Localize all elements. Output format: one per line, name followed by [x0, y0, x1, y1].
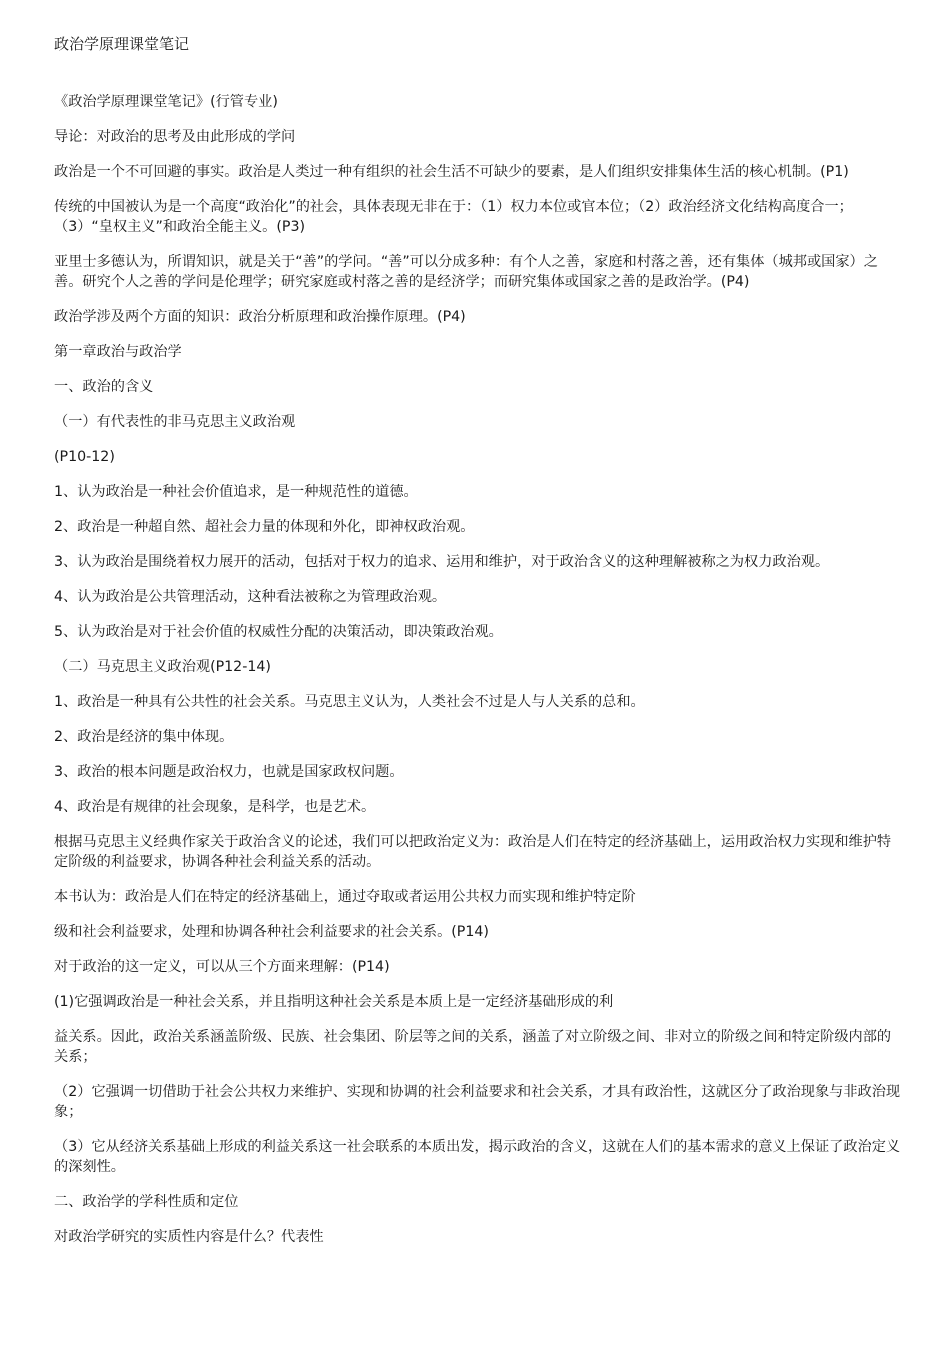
paragraph: 政治是一个不可回避的事实。政治是人类过一种有组织的社会生活不可缺少的要素，是人们组织安排集体生活的核心机制。(P1) — [54, 164, 849, 180]
paragraph: （3）它从经济关系基础上形成的利益关系这一社会联系的本质出发，揭示政治的含义，这就在人们的基本需求的意义上保证了政治定义的深刻性。 — [54, 1139, 901, 1175]
list-item: 1、政治是一种具有公共性的社会关系。马克思主义认为，人类社会不过是人与人关系的总和。 — [54, 694, 645, 710]
list-item: 3、政治的根本问题是政治权力，也就是国家政权问题。 — [54, 764, 404, 780]
page-header-title: 政治学原理课堂笔记 — [54, 35, 190, 53]
paragraph: 级和社会利益要求，处理和协调各种社会利益要求的社会关系。(P14) — [54, 924, 489, 940]
paragraph: 对于政治的这一定义，可以从三个方面来理解：(P14) — [54, 959, 390, 975]
paragraph: 根据马克思主义经典作家关于政治含义的论述，我们可以把政治定义为：政治是人们在特定的经济基础上，运用政治权力实现和维护特定阶级的利益要求，协调各种社会利益关系的活动。 — [54, 834, 892, 870]
paragraph: 对政治学研究的实质性内容是什么？代表性 — [54, 1229, 324, 1245]
list-item: 3、认为政治是围绕着权力展开的活动，包括对于权力的追求、运用和维护，对于政治含义的这种理解被称之为权力政治观。 — [54, 554, 830, 570]
paragraph: 政治学涉及两个方面的知识：政治分析原理和政治操作原理。(P4) — [54, 309, 466, 325]
paragraph: 《政治学原理课堂笔记》(行管专业) — [54, 94, 278, 110]
paragraph: 本书认为：政治是人们在特定的经济基础上，通过夺取或者运用公共权力而实现和维护特定阶 — [54, 889, 636, 905]
paragraph: (1)它强调政治是一种社会关系，并且指明这种社会关系是本质上是一定经济基础形成的利 — [54, 994, 614, 1010]
page-reference: (P10-12) — [54, 449, 115, 465]
paragraph: 传统的中国被认为是一个高度“政治化”的社会，具体表现无非在于：（1）权力本位或官本位；（2）政治经济文化结构高度合一；（3）“皇权主义”和政治全能主义。(P3) — [54, 199, 853, 235]
subsection-heading: （一）有代表性的非马克思主义政治观 — [54, 414, 296, 430]
list-item: 1、认为政治是一种社会价值追求，是一种规范性的道德。 — [54, 484, 418, 500]
paragraph: （2）它强调一切借助于社会公共权力来维护、实现和协调的社会利益要求和社会关系，才具有政治性，这就区分了政治现象与非政治现象； — [54, 1084, 901, 1120]
paragraph: 益关系。因此，政治关系涵盖阶级、民族、社会集团、阶层等之间的关系，涵盖了对立阶级之间、非对立的阶级之间和特定阶级内部的关系； — [54, 1029, 892, 1065]
document-body — [54, 92, 904, 1262]
paragraph: 导论：对政治的思考及由此形成的学问 — [54, 129, 296, 145]
list-item: 4、政治是有规律的社会现象，是科学，也是艺术。 — [54, 799, 376, 815]
list-item: 4、认为政治是公共管理活动，这种看法被称之为管理政治观。 — [54, 589, 447, 605]
paragraph: 亚里士多德认为，所谓知识，就是关于“善”的学问。“善”可以分成多种：有个人之善，家庭和村落之善，还有集体（城邦或国家）之善。研究个人之善的学问是伦理学；研究家庭或村落之善的是经济学；而研究集体或国家之善的是政治学。(P4) — [54, 254, 878, 290]
list-item: 2、政治是一种超自然、超社会力量的体现和外化，即神权政治观。 — [54, 519, 475, 535]
list-item: 2、政治是经济的集中体现。 — [54, 729, 234, 745]
subsection-heading: （二）马克思主义政治观(P12-14) — [54, 659, 271, 675]
section-heading: 二、政治学的学科性质和定位 — [54, 1194, 239, 1210]
section-heading: 一、政治的含义 — [54, 379, 154, 395]
list-item: 5、认为政治是对于社会价值的权威性分配的决策活动，即决策政治观。 — [54, 624, 503, 640]
chapter-heading: 第一章政治与政治学 — [54, 344, 182, 360]
